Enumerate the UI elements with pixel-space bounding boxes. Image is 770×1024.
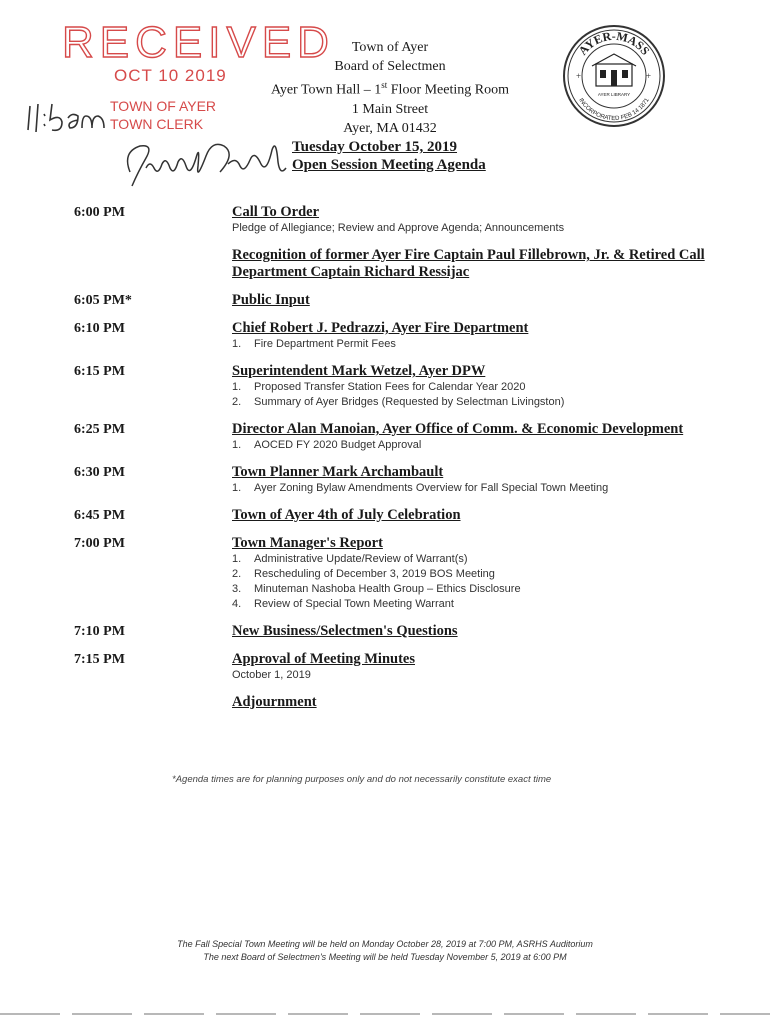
town-clerk-stamp — [110, 97, 216, 133]
agenda-item-body — [232, 363, 714, 410]
agenda-item-body — [232, 292, 714, 309]
agenda-list — [74, 204, 714, 722]
footer-line-1: The Fall Special Town Meeting will be held on Monday October 28, 2019 at 7:00 PM, ASRHS Auditorium — [177, 939, 593, 949]
agenda-subitem — [232, 552, 714, 567]
agenda-subitem — [232, 380, 714, 395]
header-location-sup: st — [381, 80, 388, 90]
agenda-item-title: Town of Ayer 4th of July Celebration — [232, 507, 461, 523]
meeting-title: Open Session Meeting Agenda — [292, 157, 486, 173]
agenda-subitem-number: 4. — [232, 598, 242, 610]
agenda-subitem — [232, 395, 714, 410]
agenda-item-title: Town Planner Mark Archambault — [232, 464, 444, 480]
agenda-item-title: Approval of Meeting Minutes — [232, 651, 415, 667]
agenda-item — [74, 464, 714, 496]
agenda-time: 6:25 PM — [74, 422, 125, 437]
agenda-time: 6:15 PM — [74, 364, 125, 379]
agenda-subitem-text: Proposed Transfer Station Fees for Calendar Year 2020 — [254, 381, 526, 393]
agenda-item — [74, 535, 714, 612]
agenda-subitems — [232, 481, 714, 496]
agenda-subitem-number: 3. — [232, 583, 242, 595]
clerk-line-1: TOWN OF AYER — [110, 98, 217, 114]
header-town: Town of Ayer — [351, 40, 429, 55]
agenda-subitem-text: Rescheduling of December 3, 2019 BOS Meeting — [254, 568, 495, 580]
agenda-subitem-number: 1. — [232, 439, 242, 451]
agenda-item-body — [232, 651, 714, 683]
document-header — [240, 38, 540, 138]
agenda-subitem-text: Fire Department Permit Fees — [254, 338, 396, 350]
agenda-time — [74, 247, 232, 281]
received-stamp-word: RECEIVED — [62, 18, 335, 67]
header-street: 1 Main Street — [351, 101, 429, 117]
header-location-pre: Ayer Town Hall – 1 — [271, 82, 382, 98]
agenda-subitem-text: Ayer Zoning Bylaw Amendments Overview for Fall Special Town Meeting — [254, 482, 609, 494]
agenda-subitem-text: AOCED FY 2020 Budget Approval — [254, 439, 422, 451]
town-seal-icon — [562, 24, 666, 128]
agenda-subitem-text: Administrative Update/Review of Warrant(s) — [254, 553, 468, 565]
agenda-item-body — [232, 421, 714, 453]
svg-text:INCORPORATED FEB 14 1871: INCORPORATED FEB 14 1871 — [577, 97, 651, 123]
agenda-item — [74, 507, 714, 524]
agenda-item-body — [232, 204, 714, 236]
agenda-time-note: *Agenda times are for planning purposes only and do not necessarily constitute exact time — [172, 774, 552, 785]
agenda-item — [74, 292, 714, 309]
agenda-item — [74, 651, 714, 683]
agenda-item-title: Superintendent Mark Wetzel, Ayer DPW — [232, 363, 486, 379]
agenda-subitem-text: Summary of Ayer Bridges (Requested by Selectman Livingston) — [254, 396, 565, 408]
agenda-item-body — [232, 464, 714, 496]
agenda-time: 6:45 PM — [74, 508, 125, 523]
agenda-subitem-number: 2. — [232, 396, 242, 408]
header-location — [240, 76, 540, 100]
agenda-subitem — [232, 582, 714, 597]
agenda-item — [74, 623, 714, 640]
agenda-item-body — [232, 507, 714, 524]
agenda-subitem-text: Minuteman Nashoba Health Group – Ethics Disclosure — [254, 583, 521, 595]
agenda-item-title: New Business/Selectmen's Questions — [232, 623, 458, 639]
footer — [100, 938, 670, 964]
svg-text:+: + — [576, 71, 582, 81]
agenda-subitem — [232, 337, 714, 352]
svg-text:AYER LIBRARY: AYER LIBRARY — [597, 92, 631, 97]
agenda-item-title: Recognition of former Ayer Fire Captain Paul Fillebrown, Jr. & Retired Call Department Captain Richard Ressijac — [232, 247, 705, 280]
agenda-item-body — [232, 623, 714, 640]
received-stamp-date: OCT 10 2019 — [114, 66, 227, 85]
meeting-title-block — [292, 138, 486, 174]
received-stamp — [62, 18, 335, 88]
agenda-item-title: Director Alan Manoian, Ayer Office of Comm. & Economic Development — [232, 421, 684, 437]
agenda-subitem-number: 1. — [232, 381, 242, 393]
svg-text:AYER-MASS: AYER-MASS — [575, 28, 653, 58]
agenda-item-body — [232, 320, 714, 352]
footer-line-2: The next Board of Selectmen's Meeting will be held Tuesday November 5, 2019 at 6:00 PM — [203, 952, 567, 962]
agenda-subitem-text: Review of Special Town Meeting Warrant — [254, 598, 454, 610]
svg-text:+: + — [646, 71, 652, 81]
agenda-subitems — [232, 552, 714, 612]
agenda-subitem-number: 1. — [232, 338, 242, 350]
agenda-item — [74, 320, 714, 352]
agenda-subitems — [232, 380, 714, 410]
page-edge-artifact — [0, 1013, 770, 1015]
agenda-time: 7:10 PM — [74, 624, 125, 639]
agenda-subitem — [232, 567, 714, 582]
agenda-time: 7:15 PM — [74, 652, 125, 667]
agenda-time: 7:00 PM — [74, 536, 125, 551]
agenda-time: 6:10 PM — [74, 321, 125, 336]
agenda-subitem — [232, 481, 714, 496]
agenda-item — [74, 421, 714, 453]
agenda-time: 6:05 PM* — [74, 293, 132, 308]
agenda-time — [74, 694, 232, 711]
agenda-subitems — [232, 438, 714, 453]
agenda-item — [74, 204, 714, 236]
signature — [120, 132, 290, 194]
handwritten-time — [22, 92, 117, 142]
agenda-item — [74, 694, 714, 711]
header-city: Ayer, MA 01432 — [343, 120, 437, 136]
agenda-subitem — [232, 597, 714, 612]
agenda-item-body — [232, 535, 714, 612]
agenda-time: 6:00 PM — [74, 205, 125, 220]
agenda-subitem-number: 1. — [232, 553, 242, 565]
meeting-date: Tuesday October 15, 2019 — [292, 139, 458, 155]
agenda-item-subtitle: October 1, 2019 — [232, 669, 311, 681]
agenda-item-title: Adjournment — [232, 694, 317, 710]
agenda-item — [74, 247, 714, 281]
agenda-item-body — [232, 247, 714, 281]
header-board: Board of Selectmen — [334, 59, 446, 74]
agenda-subitem — [232, 438, 714, 453]
agenda-subitems — [232, 337, 714, 352]
agenda-item-subtitle: Pledge of Allegiance; Review and Approve Agenda; Announcements — [232, 222, 565, 234]
header-location-post: Floor Meeting Room — [387, 82, 509, 98]
agenda-item-title: Call To Order — [232, 204, 320, 220]
agenda-subitem-number: 2. — [232, 568, 242, 580]
agenda-item-title: Chief Robert J. Pedrazzi, Ayer Fire Department — [232, 320, 529, 336]
agenda-time: 6:30 PM — [74, 465, 125, 480]
clerk-line-2: TOWN CLERK — [110, 116, 204, 132]
agenda-item-title: Town Manager's Report — [232, 535, 383, 551]
agenda-item-body — [232, 694, 714, 711]
agenda-item — [74, 363, 714, 410]
agenda-item-title: Public Input — [232, 292, 310, 308]
agenda-subitem-number: 1. — [232, 482, 242, 494]
